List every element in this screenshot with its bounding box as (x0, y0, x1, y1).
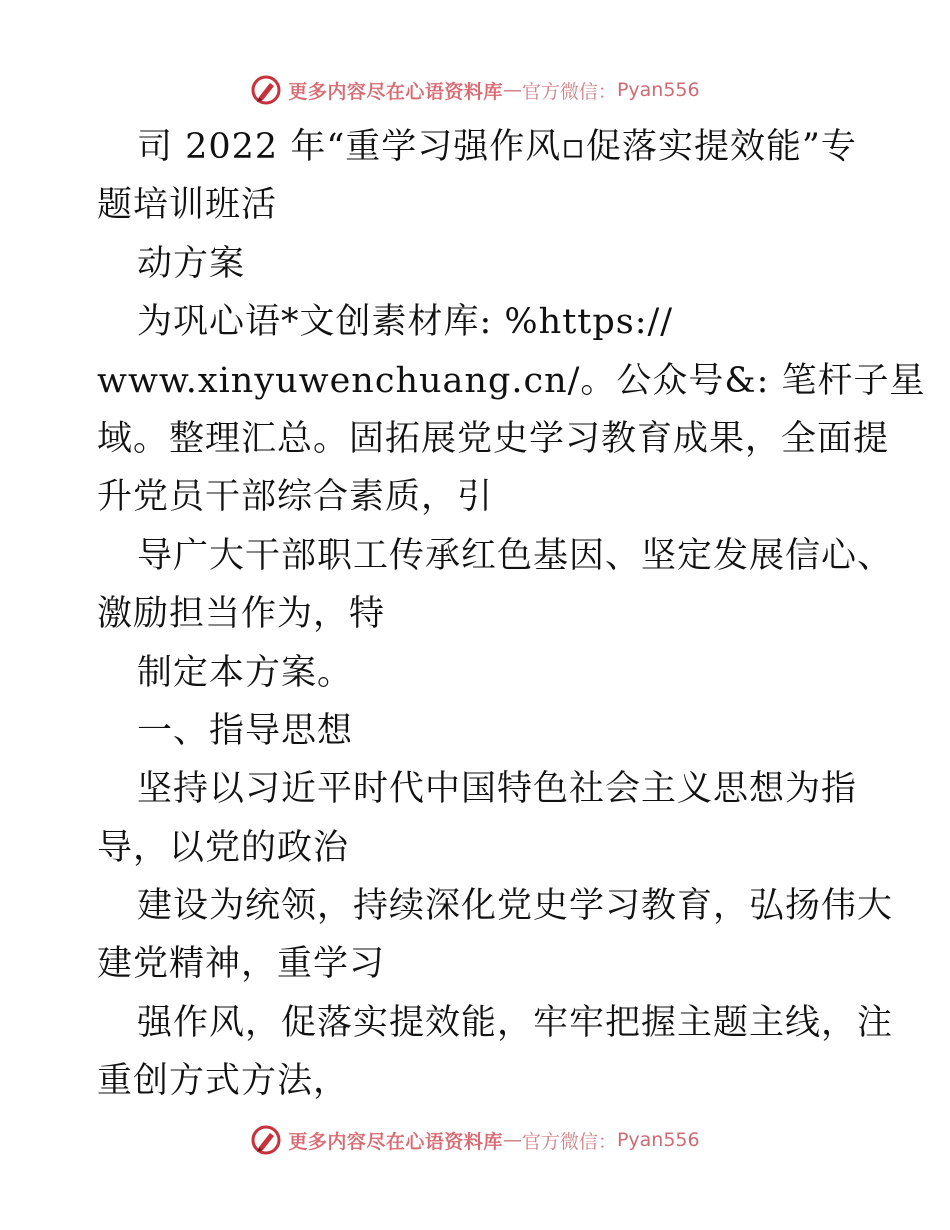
pen-logo-icon (250, 1124, 282, 1156)
text-line: 为巩心语*文创素材库: %https:// (137, 302, 674, 343)
footer-banner (0, 1120, 950, 1160)
text-line: 升党员干部综合素质，引 (97, 477, 494, 518)
banner-wechat-id: Pyan556 (616, 79, 700, 101)
text-line: 导，以党的政治 (97, 827, 350, 868)
text-line: 司 2022 年“重学习强作风▫促落实提效能”专 (137, 127, 857, 167)
text-line: 激励担当作为，特 (97, 594, 386, 635)
text-line: 建设为统领，持续深化党史学习教育，弘扬伟大 (137, 886, 894, 927)
header-banner (0, 70, 950, 110)
banner-wechat-id: Pyan556 (616, 1129, 700, 1151)
banner-dash: — (502, 79, 522, 101)
text-line: 域。整理汇总。固拓展党史学习教育成果，全面提 (97, 418, 890, 459)
text-line: 重创方式方法， (97, 1061, 350, 1102)
text-line: 建党精神，重学习 (97, 944, 386, 985)
text-line: 坚持以习近平时代中国特色社会主义思想为指 (137, 769, 858, 810)
section-heading: 一、指导思想 (137, 710, 354, 751)
text-line: 动方案 (137, 243, 246, 284)
text-line: 导广大干部职工传承红色基因、坚定发展信心、 (137, 535, 894, 576)
banner-main-text: 更多内容尽在心语资料库 (288, 80, 503, 103)
banner-wechat-label: 官方微信： (521, 1130, 617, 1153)
banner-main-text: 更多内容尽在心语资料库 (288, 1130, 503, 1153)
text-line: 强作风，促落实提效能，牢牢把握主题主线，注 (137, 1002, 894, 1043)
banner-wechat-label: 官方微信： (521, 80, 617, 103)
text-line: 题培训班活 (97, 185, 278, 226)
text-line: 制定本方案。 (137, 652, 354, 693)
document-body (97, 118, 926, 1111)
banner-dash: — (502, 1129, 522, 1151)
pen-logo-icon (250, 74, 282, 106)
text-line: www.xinyuwenchuang.cn/。公众号&: 笔杆子星 (97, 360, 926, 401)
